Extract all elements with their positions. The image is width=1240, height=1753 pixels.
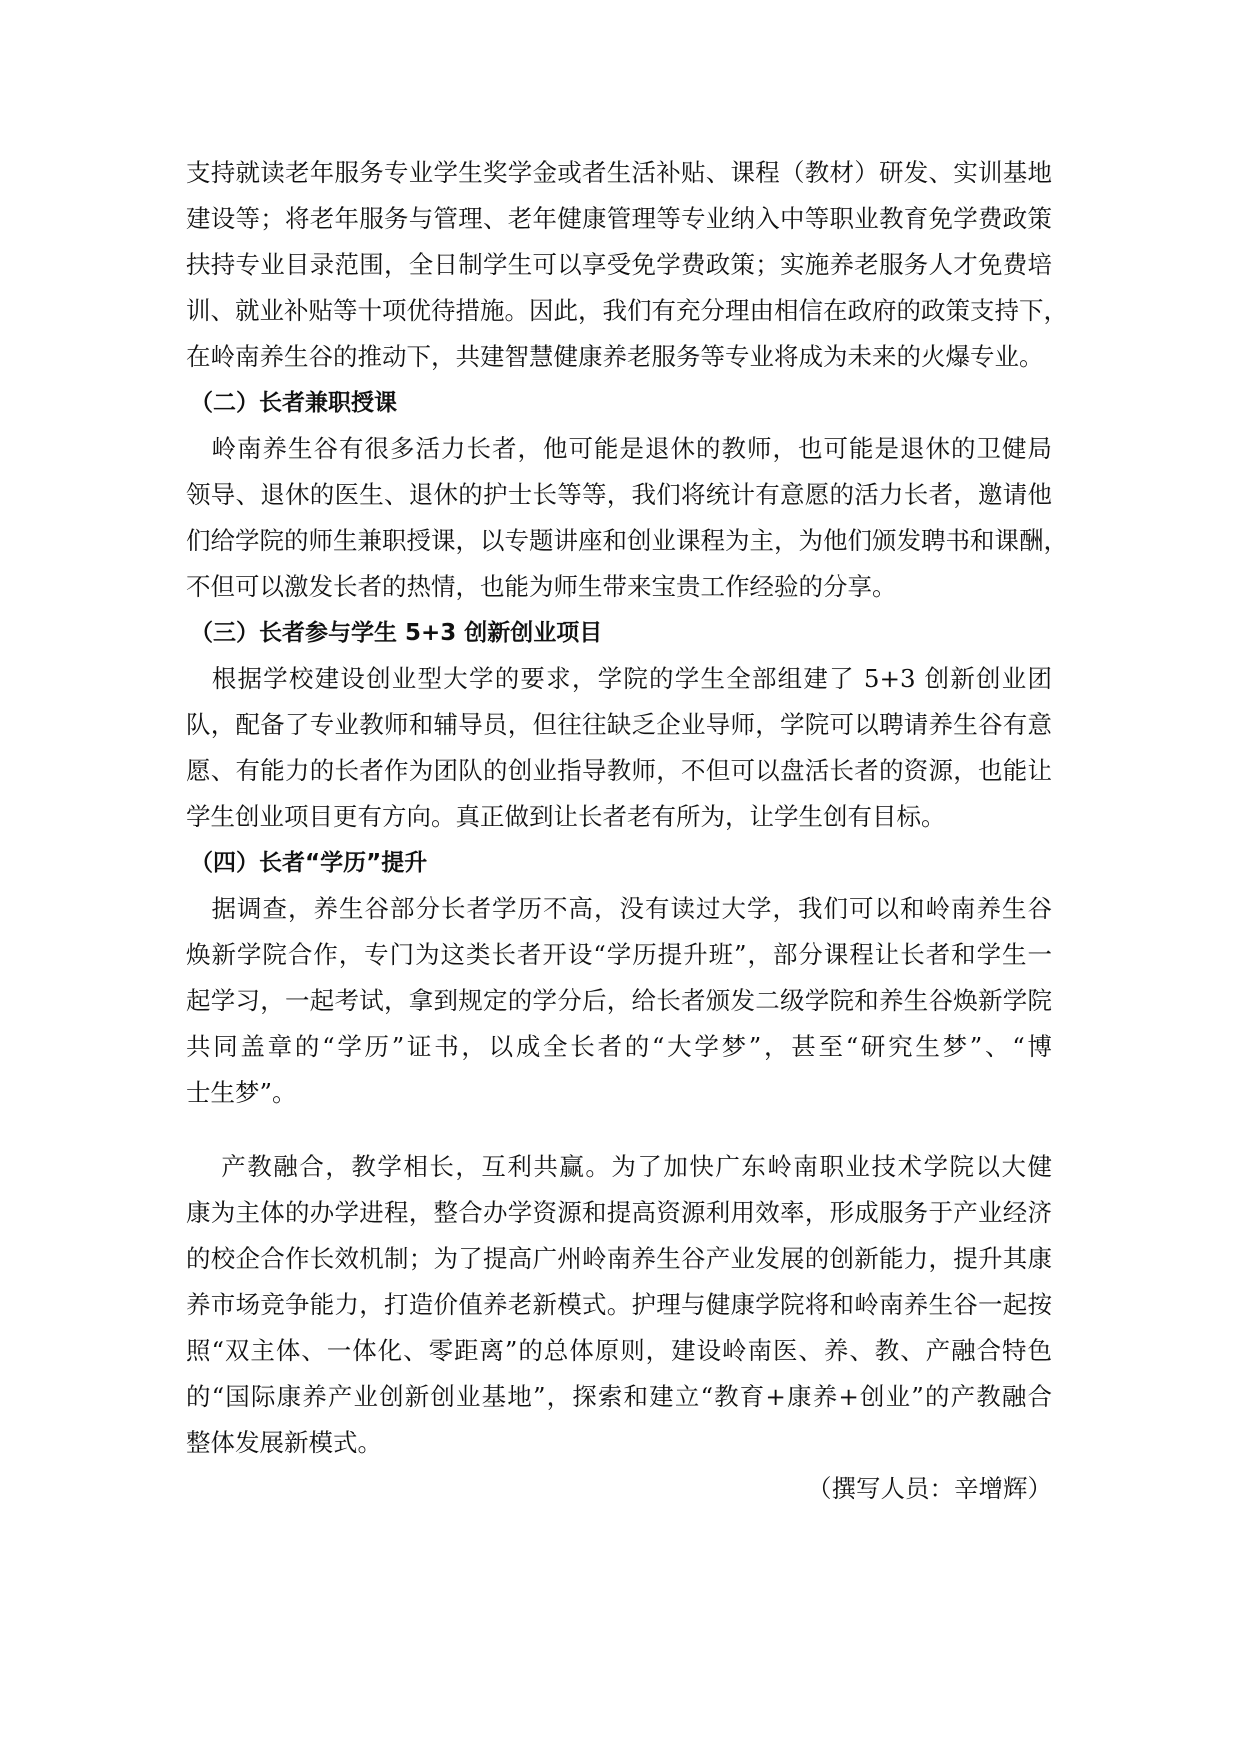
paragraph-line: 学生创业项目更有方向。真正做到让长者老有所为，让学生创有目标。 bbox=[186, 802, 946, 831]
paragraph-line: 焕新学院合作，专门为这类长者开设“学历提升班”，部分课程让长者和学生一 bbox=[186, 940, 1052, 969]
paragraph-line: 愿、有能力的长者作为团队的创业指导教师，不但可以盘活长者的资源，也能让 bbox=[186, 756, 1052, 785]
section-heading: （三）长者参与学生 5+3 创新创业项目 bbox=[190, 620, 603, 646]
paragraph-line: 起学习，一起考试，拿到规定的学分后，给长者颁发二级学院和养生谷焕新学院 bbox=[186, 986, 1052, 1015]
author-signature: （撰写人员：辛增辉） bbox=[807, 1474, 1052, 1503]
paragraph-line: 支持就读老年服务专业学生奖学金或者生活补贴、课程（教材）研发、实训基地 bbox=[186, 158, 1052, 187]
paragraph-line: 康为主体的办学进程，整合办学资源和提高资源利用效率，形成服务于产业经济 bbox=[186, 1198, 1052, 1227]
intro-paragraph bbox=[186, 150, 1068, 380]
closing-paragraph bbox=[186, 1144, 1052, 1466]
paragraph-line: 士生梦”。 bbox=[186, 1078, 297, 1107]
section-innovation-projects bbox=[186, 610, 1052, 840]
paragraph-line: 领导、退休的医生、退休的护士长等等，我们将统计有意愿的活力长者，邀请他 bbox=[186, 480, 1052, 509]
paragraph-spacer bbox=[186, 1116, 1052, 1144]
paragraph-line: 的“国际康养产业创新创业基地”，探索和建立“教育+康养+创业”的产教融合 bbox=[186, 1382, 1052, 1411]
paragraph-line: 据调查，养生谷部分长者学历不高，没有读过大学，我们可以和岭南养生谷 bbox=[186, 894, 1052, 923]
paragraph-line: 建设等；将老年服务与管理、老年健康管理等专业纳入中等职业教育免学费政策 bbox=[186, 204, 1052, 233]
paragraph-line: 扶持专业目录范围，全日制学生可以享受免学费政策；实施养老服务人才免费培 bbox=[186, 250, 1052, 279]
paragraph-line: 岭南养生谷有很多活力长者，他可能是退休的教师，也可能是退休的卫健局 bbox=[186, 434, 1052, 463]
paragraph-line: 训、就业补贴等十项优待措施。因此，我们有充分理由相信在政府的政策支持下， bbox=[186, 296, 1068, 325]
paragraph-line: 队，配备了专业教师和辅导员，但往往缺乏企业导师，学院可以聘请养生谷有意 bbox=[186, 710, 1052, 739]
paragraph-line: 照“双主体、一体化、零距离”的总体原则，建设岭南医、养、教、产融合特色 bbox=[186, 1336, 1052, 1365]
paragraph-line: 养市场竞争能力，打造价值养老新模式。护理与健康学院将和岭南养生谷一起按 bbox=[186, 1290, 1052, 1319]
document-body bbox=[186, 150, 1068, 1512]
paragraph-line: 整体发展新模式。 bbox=[186, 1428, 382, 1457]
section-heading: （四）长者“学历”提升 bbox=[190, 850, 428, 876]
section-heading: （二）长者兼职授课 bbox=[190, 390, 397, 416]
paragraph-line: 根据学校建设创业型大学的要求，学院的学生全部组建了 5+3 创新创业团 bbox=[186, 664, 1052, 693]
section-education-upgrade bbox=[186, 840, 1052, 1116]
paragraph-line: 的校企合作长效机制；为了提高广州岭南养生谷产业发展的创新能力，提升其康 bbox=[186, 1244, 1052, 1273]
section-part-time-teaching bbox=[186, 380, 1068, 610]
paragraph-line: 不但可以激发长者的热情，也能为师生带来宝贵工作经验的分享。 bbox=[186, 572, 897, 601]
paragraph-line: 们给学院的师生兼职授课，以专题讲座和创业课程为主，为他们颁发聘书和课酬， bbox=[186, 526, 1068, 555]
paragraph-line: 产教融合，教学相长，互利共赢。为了加快广东岭南职业技术学院以大健 bbox=[186, 1152, 1052, 1181]
paragraph-line: 在岭南养生谷的推动下，共建智慧健康养老服务等专业将成为未来的火爆专业。 bbox=[186, 342, 1044, 371]
paragraph-line: 共同盖章的“学历”证书，以成全长者的“大学梦”，甚至“研究生梦”、“博 bbox=[186, 1032, 1052, 1061]
